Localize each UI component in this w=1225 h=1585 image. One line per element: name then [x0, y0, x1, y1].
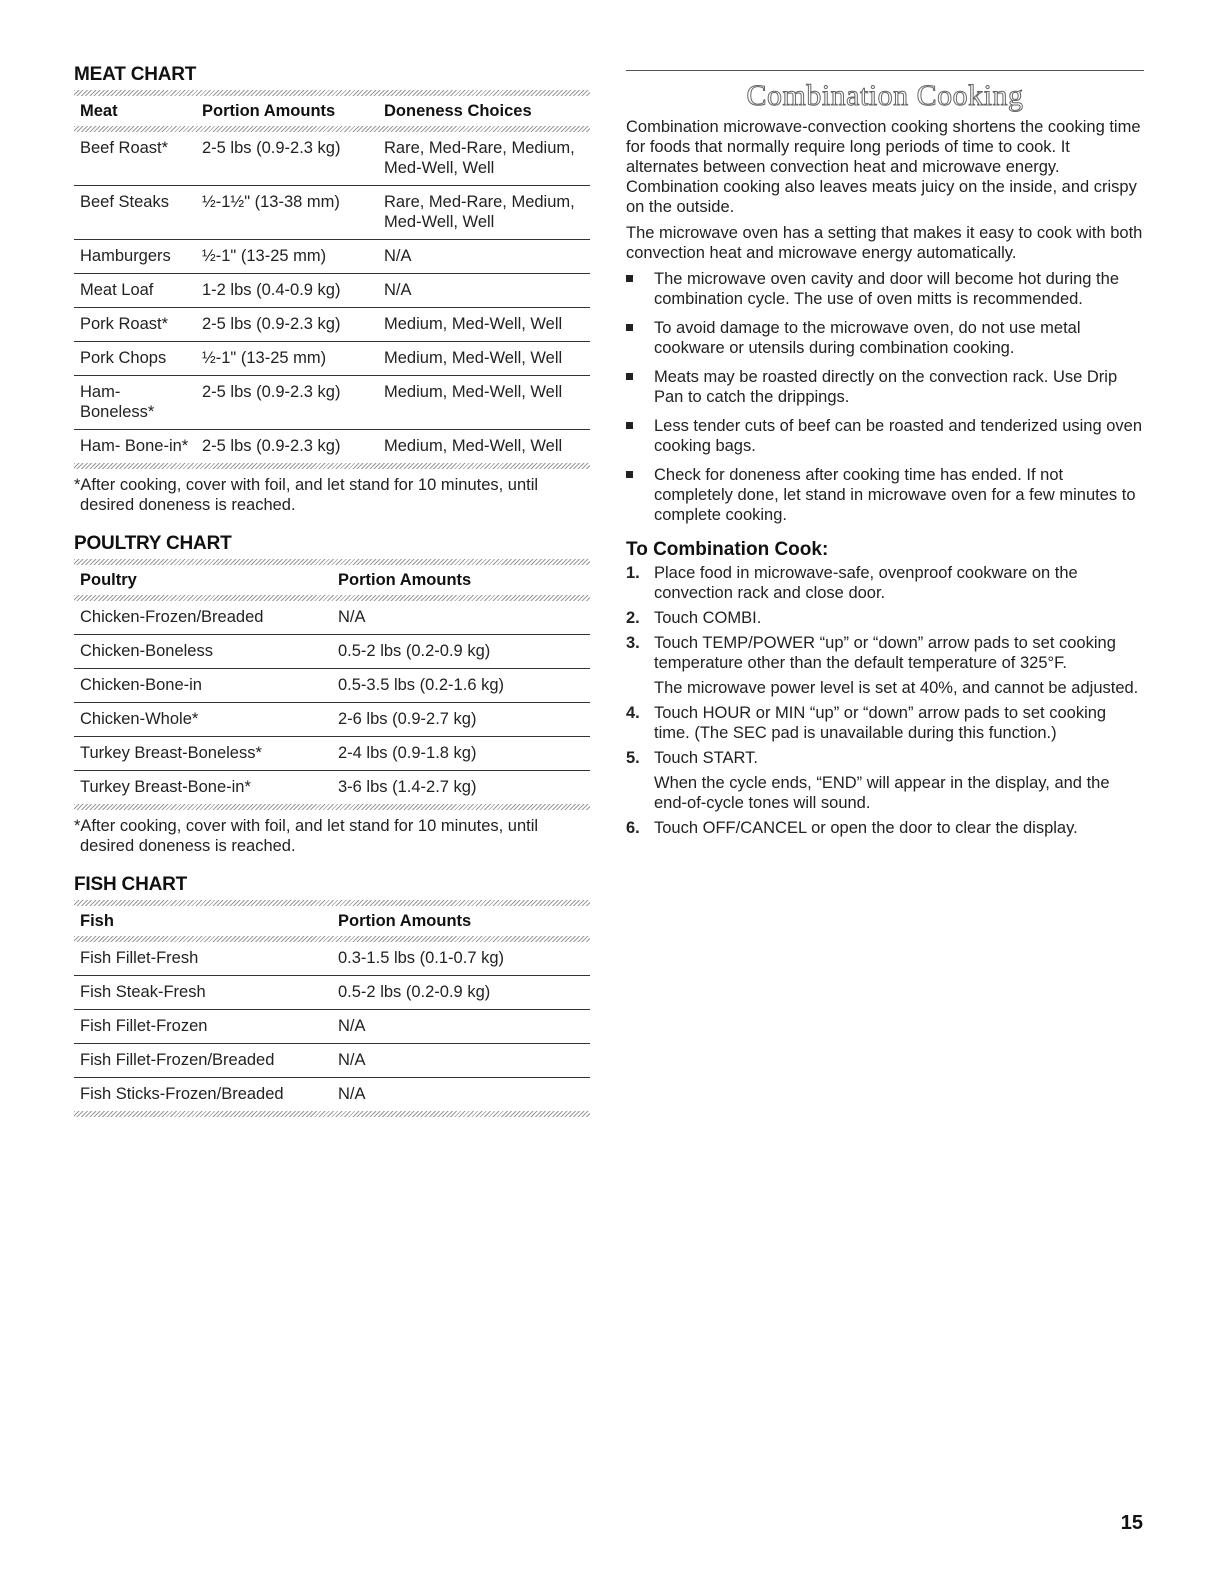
bullet-square-icon: [626, 373, 633, 380]
list-item: [626, 367, 1144, 407]
table-row: [74, 976, 590, 1010]
table-row: [74, 771, 590, 805]
poultry-chart: [74, 533, 590, 856]
table-cell: Meat Loaf: [74, 274, 196, 308]
table-cell: Ham- Boneless*: [74, 376, 196, 430]
step-text: Place food in microwave-safe, ovenproof cookware on the convection rack and close door.: [654, 564, 1078, 602]
fish-chart-title: FISH CHART: [74, 874, 188, 895]
table-cell: ½-1" (13-25 mm): [196, 342, 378, 376]
divider: [74, 463, 590, 469]
table-cell: 3-6 lbs (1.4-2.7 kg): [338, 778, 477, 796]
step-item: [626, 748, 1144, 813]
table-cell: Rare, Med-Rare, Medium, Med-Well, Well: [378, 132, 590, 186]
table-cell: Turkey Breast-Boneless*: [74, 737, 332, 771]
step-note: The microwave power level is set at 40%, and cannot be adjusted.: [654, 679, 1139, 697]
table-row: [74, 240, 590, 274]
table-row: [74, 1010, 590, 1044]
table-cell: Fish Sticks-Frozen/Breaded: [80, 1085, 284, 1103]
table-cell: N/A: [332, 1010, 590, 1044]
divider: [74, 804, 590, 810]
step-number: 6.: [626, 819, 640, 837]
step-text: Touch HOUR or MIN “up” or “down” arrow pads to set cooking time. (The SEC pad is unavailable during this function.): [654, 704, 1107, 742]
table-cell: 2-4 lbs (0.9-1.8 kg): [332, 737, 590, 771]
table-cell: Chicken-Boneless: [74, 635, 332, 669]
table-header-row: [74, 906, 590, 936]
section-title: Combination Cooking: [746, 79, 1024, 112]
right-column: [626, 70, 1144, 843]
table-cell: Beef Roast*: [74, 132, 196, 186]
column-header-portion: Portion Amounts: [202, 102, 336, 120]
divider: [626, 70, 1144, 71]
divider: [74, 1111, 590, 1117]
fish-chart: [74, 874, 590, 1117]
column-header-poultry: Poultry: [80, 571, 137, 589]
step-text: Touch COMBI.: [654, 609, 762, 627]
table-cell: ½-1" (13-25 mm): [196, 240, 378, 274]
poultry-footnote: *After cooking, cover with foil, and let stand for 10 minutes, until desired doneness is reached.: [74, 817, 539, 855]
bullet-square-icon: [626, 422, 633, 429]
table-header-row: [74, 565, 590, 595]
table-cell: N/A: [378, 274, 590, 308]
table-cell: 2-5 lbs (0.9-2.3 kg): [196, 376, 378, 430]
table-cell: 2-5 lbs (0.9-2.3 kg): [202, 437, 341, 455]
poultry-chart-title: POULTRY CHART: [74, 533, 232, 554]
meat-chart: [74, 64, 590, 515]
step-item: [626, 818, 1144, 838]
table-cell: Fish Fillet-Frozen: [74, 1010, 332, 1044]
bullet-square-icon: [626, 275, 633, 282]
table-cell: 1-2 lbs (0.4-0.9 kg): [196, 274, 378, 308]
list-item: [626, 318, 1144, 358]
page-number: 15: [1120, 1512, 1143, 1534]
table-cell: Fish Fillet-Frozen/Breaded: [74, 1044, 332, 1078]
step-text: Touch OFF/CANCEL or open the door to clear the display.: [654, 819, 1078, 837]
table-cell: 0.5-2 lbs (0.2-0.9 kg): [332, 976, 590, 1010]
meat-chart-title: MEAT CHART: [74, 64, 197, 85]
intro-paragraph: Combination microwave-convection cooking shortens the cooking time for foods that normally require long periods of time to cook. It alternates between convection heat and microwave energy. Combination cooking also leaves meats juicy on the inside, and crispy on the outside.: [626, 118, 1141, 216]
table-cell: Pork Chops: [74, 342, 196, 376]
step-number: 4.: [626, 704, 640, 722]
table-row: [74, 186, 590, 240]
column-header-meat: Meat: [80, 102, 118, 120]
table-header-row: [74, 96, 590, 126]
table-cell: Beef Steaks: [74, 186, 196, 240]
table-row: [74, 703, 590, 737]
meat-footnote: *After cooking, cover with foil, and let stand for 10 minutes, until desired doneness is reached.: [74, 476, 539, 514]
step-item: [626, 703, 1144, 743]
table-cell: Hamburgers: [74, 240, 196, 274]
table-row: [74, 376, 590, 430]
bullet-square-icon: [626, 471, 633, 478]
intro-paragraph-2: The microwave oven has a setting that makes it easy to cook with both convection heat and microwave energy automatically.: [626, 224, 1143, 262]
table-cell: 2-5 lbs (0.9-2.3 kg): [196, 132, 378, 186]
table-cell: Medium, Med-Well, Well: [384, 437, 563, 455]
steps-list: [626, 563, 1144, 838]
meat-table: [74, 96, 590, 463]
table-row: [74, 1044, 590, 1078]
table-row: [74, 669, 590, 703]
table-cell: N/A: [332, 1044, 590, 1078]
steps-heading: To Combination Cook:: [626, 539, 829, 560]
list-item-text: To avoid damage to the microwave oven, do not use metal cookware or utensils during combination cooking.: [654, 319, 1081, 357]
table-cell: N/A: [338, 1085, 366, 1103]
step-item: [626, 633, 1144, 698]
table-cell: Chicken-Bone-in: [74, 669, 332, 703]
table-row: [74, 274, 590, 308]
table-cell: Rare, Med-Rare, Medium, Med-Well, Well: [378, 186, 590, 240]
step-note: When the cycle ends, “END” will appear in the display, and the end-of-cycle tones will sound.: [654, 774, 1110, 812]
table-cell: 2-5 lbs (0.9-2.3 kg): [196, 308, 378, 342]
list-item-text: The microwave oven cavity and door will become hot during the combination cycle. The use of oven mitts is recommended.: [654, 270, 1119, 308]
table-row: [74, 601, 590, 635]
fish-table: [74, 906, 590, 1111]
table-row: [74, 737, 590, 771]
table-row: [74, 635, 590, 669]
table-row: [74, 1078, 590, 1112]
table-row: [74, 308, 590, 342]
table-cell: Pork Roast*: [74, 308, 196, 342]
step-text: Touch START.: [654, 749, 758, 767]
step-text: Touch TEMP/POWER “up” or “down” arrow pads to set cooking temperature other than the default temperature of 325°F.: [654, 634, 1116, 672]
list-item-text: Meats may be roasted directly on the convection rack. Use Drip Pan to catch the drippings.: [654, 368, 1118, 406]
table-cell: Turkey Breast-Bone-in*: [80, 778, 251, 796]
step-number: 1.: [626, 564, 640, 582]
list-item-text: Check for doneness after cooking time has ended. If not completely done, let stand in microwave oven for a few minutes to complete cooking.: [654, 466, 1136, 524]
table-cell: ½-1½" (13-38 mm): [196, 186, 378, 240]
table-row: [74, 132, 590, 186]
table-cell: Chicken-Frozen/Breaded: [74, 601, 332, 635]
poultry-table: [74, 565, 590, 804]
left-column: [74, 64, 590, 1117]
step-number: 5.: [626, 749, 640, 767]
bullet-square-icon: [626, 324, 633, 331]
step-item: [626, 563, 1144, 603]
table-cell: Chicken-Whole*: [74, 703, 332, 737]
list-item: [626, 269, 1144, 309]
table-cell: 2-6 lbs (0.9-2.7 kg): [332, 703, 590, 737]
list-item: [626, 465, 1144, 525]
table-row: [74, 430, 590, 464]
table-cell: 0.3-1.5 lbs (0.1-0.7 kg): [332, 942, 590, 976]
list-item: [626, 416, 1144, 456]
tips-list: [626, 269, 1144, 525]
column-header-portion: Portion Amounts: [338, 571, 472, 589]
table-cell: Medium, Med-Well, Well: [378, 376, 590, 430]
step-number: 2.: [626, 609, 640, 627]
step-number: 3.: [626, 634, 640, 652]
table-cell: Fish Steak-Fresh: [74, 976, 332, 1010]
list-item-text: Less tender cuts of beef can be roasted and tenderized using oven cooking bags.: [654, 417, 1142, 455]
table-cell: Ham- Bone-in*: [80, 437, 189, 455]
table-cell: Medium, Med-Well, Well: [378, 308, 590, 342]
table-cell: 0.5-3.5 lbs (0.2-1.6 kg): [332, 669, 590, 703]
table-row: [74, 342, 590, 376]
step-item: [626, 608, 1144, 628]
column-header-doneness: Doneness Choices: [384, 102, 532, 120]
table-cell: Medium, Med-Well, Well: [378, 342, 590, 376]
table-cell: 0.5-2 lbs (0.2-0.9 kg): [332, 635, 590, 669]
column-header-portion: Portion Amounts: [338, 912, 472, 930]
table-row: [74, 942, 590, 976]
table-cell: N/A: [332, 601, 590, 635]
table-cell: N/A: [378, 240, 590, 274]
table-cell: Fish Fillet-Fresh: [74, 942, 332, 976]
column-header-fish: Fish: [80, 912, 114, 930]
